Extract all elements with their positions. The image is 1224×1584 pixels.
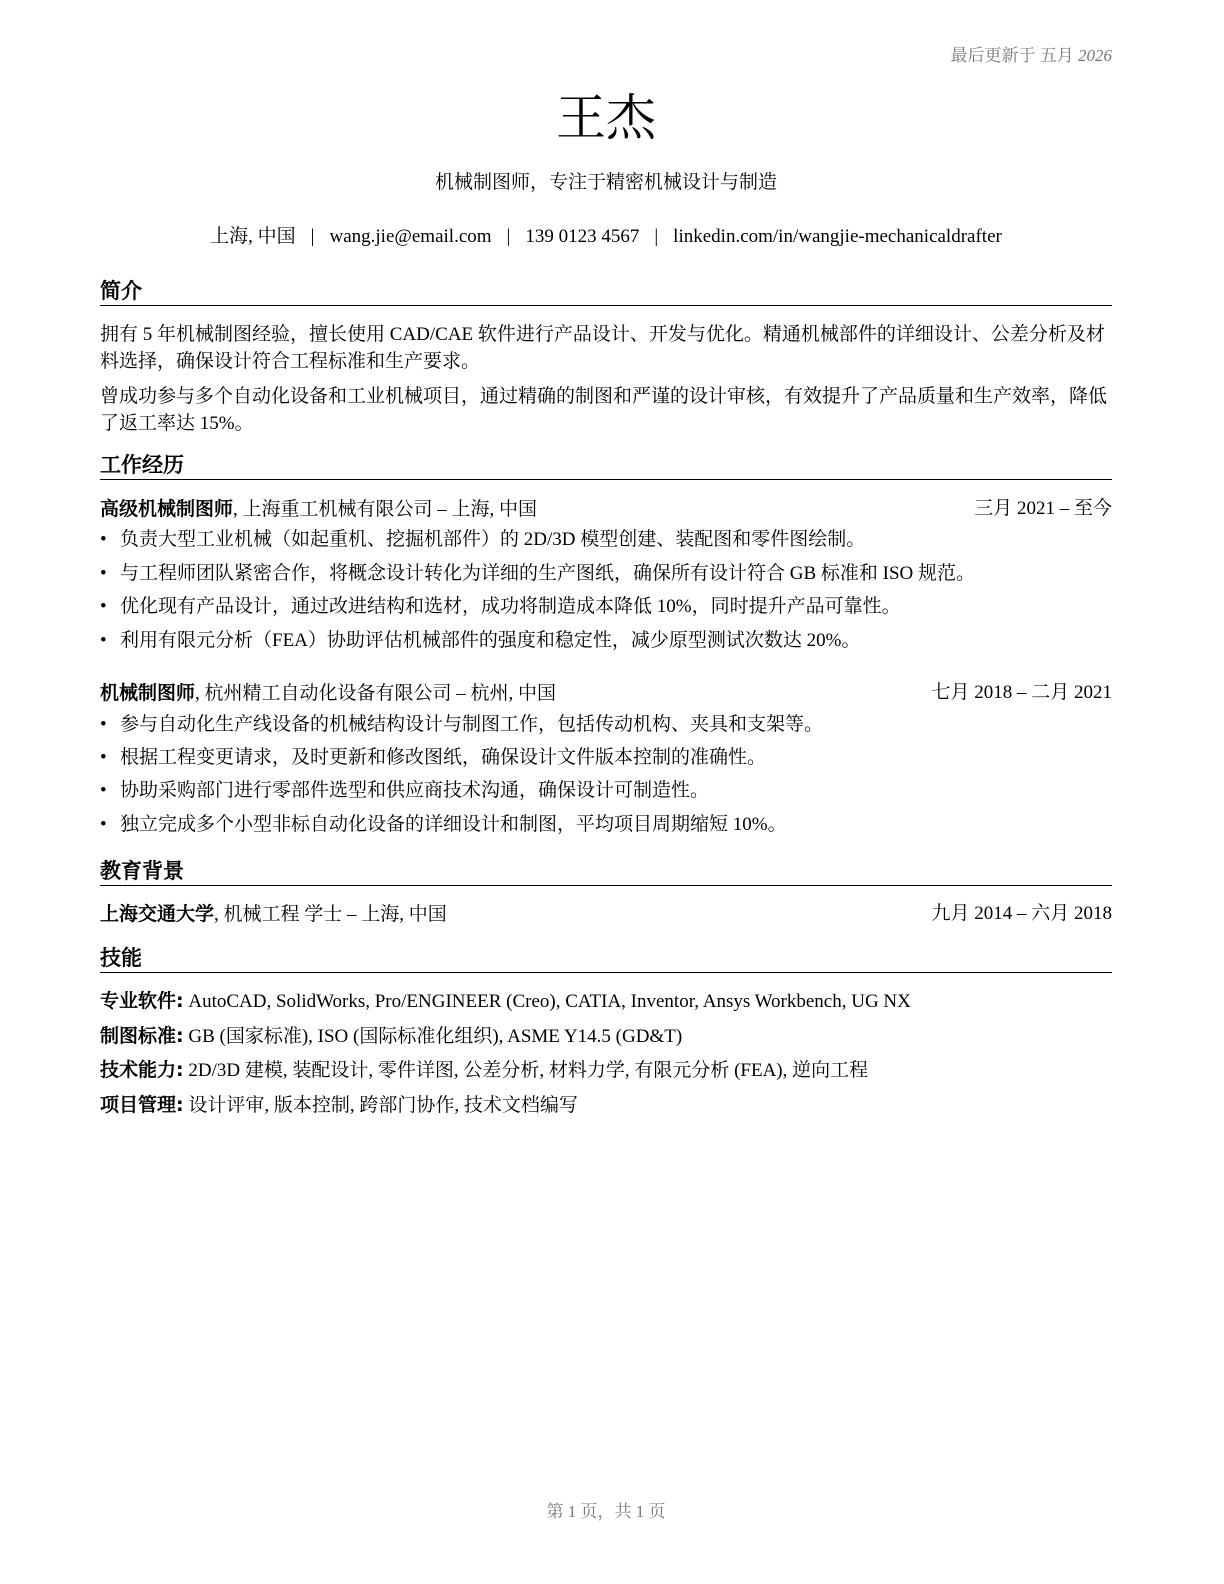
- skill-label: 专业软件:: [100, 990, 184, 1012]
- section-title-summary: 简介: [100, 277, 1112, 306]
- candidate-name: 王杰: [556, 89, 656, 147]
- contact-separator: |: [506, 226, 511, 247]
- skill-label: 项目管理:: [100, 1094, 184, 1116]
- contact-location: 上海, 中国: [210, 226, 296, 247]
- job-bullet-text: 与工程师团队紧密合作，将概念设计转化为详细的生产图纸，确保所有设计符合 GB 标准和 ISO 规范。: [120, 563, 976, 584]
- bullet-icon: •: [100, 596, 107, 617]
- job-bullet: [100, 745, 1112, 771]
- page-footer: 第 1 页，共 1 页: [546, 1502, 666, 1521]
- job-dates: 七月 2018 – 二月 2021: [931, 682, 1112, 703]
- job-role: 高级机械制图师: [100, 498, 234, 520]
- skill-value: 2D/3D 建模, 装配设计, 零件详图, 公差分析, 材料力学, 有限元分析 (FEA), 逆向工程: [183, 1060, 869, 1081]
- education-row: [100, 901, 1112, 928]
- last-updated: [951, 45, 1113, 67]
- skill-label: 制图标准:: [100, 1025, 184, 1047]
- skill-label: 技术能力:: [100, 1059, 184, 1081]
- education-school: 上海交通大学: [100, 903, 215, 925]
- skill-row: [100, 988, 1112, 1015]
- skill-row: [100, 1023, 1112, 1050]
- job-bullet-text: 利用有限元分析（FEA）协助评估机械部件的强度和稳定性，减少原型测试次数达 20%。: [120, 630, 861, 651]
- contact-linkedin-link[interactable]: linkedin.com/in/wangjie-mechanicaldrafter: [673, 226, 1002, 247]
- contact-line: [100, 224, 1112, 250]
- skill-value: AutoCAD, SolidWorks, Pro/ENGINEER (Creo), CATIA, Inventor, Ansys Workbench, UG NX: [183, 991, 911, 1012]
- job-dates: 三月 2021 – 至今: [974, 498, 1112, 519]
- job-bullet: [100, 561, 1112, 587]
- last-updated-label: 最后更新于 五月: [950, 46, 1074, 65]
- job-bullet: [100, 712, 1112, 738]
- education-detail: , 机械工程 学士 – 上海, 中国: [214, 904, 447, 925]
- bullet-icon: •: [100, 529, 107, 550]
- contact-phone: 139 0123 4567: [525, 226, 640, 247]
- job-role: 机械制图师: [100, 682, 196, 704]
- education-dates: 九月 2014 – 六月 2018: [931, 903, 1112, 924]
- bullet-icon: •: [100, 780, 107, 801]
- candidate-tagline: 机械制图师，专注于精密机械设计与制造: [434, 172, 777, 193]
- skill-value: 设计评审, 版本控制, 跨部门协作, 技术文档编写: [183, 1095, 578, 1116]
- summary-paragraph: 曾成功参与多个自动化设备和工业机械项目，通过精确的制图和严谨的设计审核，有效提升了产品质量和生产效率，降低了返工率达 15%。: [100, 386, 1108, 434]
- job-bullet-text: 独立完成多个小型非标自动化设备的详细设计和制图，平均项目周期缩短 10%。: [120, 814, 787, 835]
- bullet-icon: •: [100, 563, 107, 584]
- job-bullet-text: 优化现有产品设计，通过改进结构和选材，成功将制造成本降低 10%，同时提升产品可靠性。: [120, 596, 901, 617]
- job-bullet: [100, 527, 1112, 553]
- section-title-experience: 工作经历: [100, 451, 1112, 480]
- job-bullet: [100, 778, 1112, 804]
- job-bullet-text: 负责大型工业机械（如起重机、挖掘机部件）的 2D/3D 模型创建、装配图和零件图绘制。: [120, 529, 866, 550]
- bullet-icon: •: [100, 814, 107, 835]
- summary-paragraph: 拥有 5 年机械制图经验，擅长使用 CAD/CAE 软件进行产品设计、开发与优化。精通机械部件的详细设计、公差分析及材料选择，确保设计符合工程标准和生产要求。: [100, 324, 1105, 372]
- job-bullet: [100, 812, 1112, 838]
- job-company: , 杭州精工自动化设备有限公司 – 杭州, 中国: [195, 683, 557, 704]
- last-updated-year: 2026: [1078, 46, 1112, 65]
- section-title-education: 教育背景: [100, 857, 1112, 886]
- bullet-icon: •: [100, 747, 107, 768]
- contact-email-link[interactable]: wang.jie@email.com: [329, 226, 492, 247]
- job-header: [100, 680, 1112, 707]
- resume-page: [100, 0, 1112, 1584]
- job-bullet: [100, 628, 1112, 654]
- job-bullet-text: 协助采购部门进行零部件选型和供应商技术沟通，确保设计可制造性。: [120, 780, 710, 801]
- contact-separator: |: [654, 226, 659, 247]
- skill-value: GB (国家标准), ISO (国际标准化组织), ASME Y14.5 (GD&T): [183, 1026, 683, 1047]
- skill-row: [100, 1092, 1112, 1119]
- bullet-icon: •: [100, 714, 107, 735]
- job-bullet-text: 根据工程变更请求，及时更新和修改图纸，确保设计文件版本控制的准确性。: [120, 747, 767, 768]
- contact-separator: |: [310, 226, 315, 247]
- section-title-skills: 技能: [100, 944, 1112, 973]
- job-header: [100, 496, 1112, 523]
- job-company: , 上海重工机械有限公司 – 上海, 中国: [233, 499, 538, 520]
- job-bullet: [100, 594, 1112, 620]
- job-bullet-text: 参与自动化生产线设备的机械结构设计与制图工作，包括传动机构、夹具和支架等。: [120, 714, 824, 735]
- skill-row: [100, 1057, 1112, 1084]
- bullet-icon: •: [100, 630, 107, 651]
